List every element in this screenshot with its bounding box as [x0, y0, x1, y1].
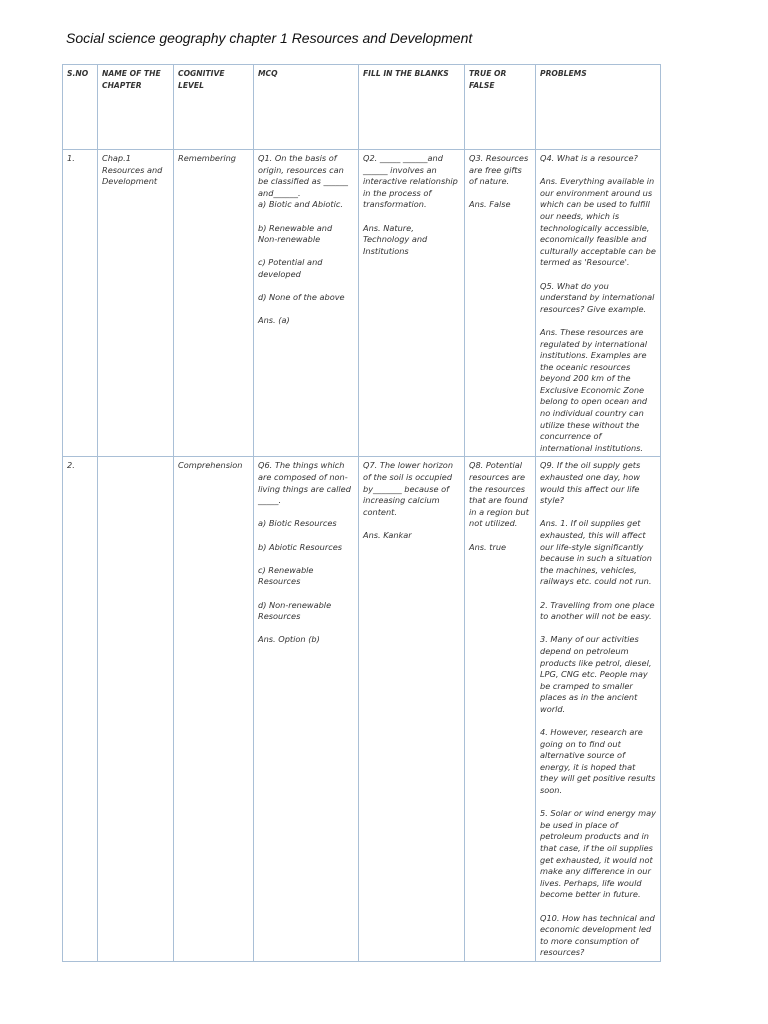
fill-question: Q2. _____ ______and ______ involves an interactive relationship in the process of transformation.	[363, 153, 458, 210]
problem-text: Q9. If the oil supply gets exhausted one day, how would this affect our life style?	[540, 460, 641, 506]
mcq-text: b) Abiotic Resources	[258, 541, 343, 552]
header-sno: S.NO	[63, 65, 98, 150]
mcq-text: Q1. On the basis of origin, resources can be classified as ______ and______. a) Biotic and Abiotic.	[258, 153, 349, 210]
header-chapter: NAME OF THE CHAPTER	[98, 65, 174, 150]
mcq-text: a) Biotic Resources	[258, 518, 337, 529]
cell-fill-blanks	[359, 150, 465, 457]
problem-text: 4. However, research are going on to find out alternative source of energy, it is hoped that they will get positive results soon.	[540, 727, 656, 796]
mcq-text: c) Renewable Resources	[258, 564, 314, 587]
mcq-text: d) None of the above	[258, 292, 345, 303]
fill-answer: Ans. Nature, Technology and Institutions	[363, 222, 428, 256]
header-fill-blanks: FILL IN THE BLANKS	[359, 65, 465, 150]
problem-text: Ans. These resources are regulated by international institutions. Examples are the oceanic resources beyond 200 km of the Exclusive Economic Zone belong to open ocean and no individual country can utilize these without the concurrence of international institutions.	[540, 326, 648, 453]
header-row	[63, 65, 661, 150]
tf-question: Q8. Potential resources are the resources that are found in a region but not utilized.	[469, 460, 529, 529]
cell-mcq	[254, 457, 359, 962]
header-true-false: TRUE OR FALSE	[465, 65, 536, 150]
mcq-text: b) Renewable and Non-renewable	[258, 222, 333, 245]
cell-true-false	[465, 150, 536, 457]
cell-true-false	[465, 457, 536, 962]
mcq-answer: Ans. Option (b)	[258, 634, 320, 645]
problem-text: Q4. What is a resource?	[540, 153, 638, 163]
cell-problems	[536, 150, 661, 457]
problem-text: Q5. What do you understand by international resources? Give example.	[540, 280, 655, 314]
problem-text: 3. Many of our activities depend on petroleum products like petrol, diesel, LPG, CNG etc. People may be cramped to smaller places as in the ancient world.	[540, 634, 652, 714]
cell-sno: 1.	[63, 150, 98, 457]
cell-chapter: Chap.1 Resources and Development	[98, 150, 174, 457]
header-problems: PROBLEMS	[536, 65, 661, 150]
cell-sno: 2.	[63, 457, 98, 962]
mcq-text: Q6. The things which are composed of non-living things are called _____.	[258, 460, 351, 506]
table-row	[63, 457, 661, 962]
document-title: Social science geography chapter 1 Resources and Development	[66, 30, 473, 46]
problem-text: Ans. 1. If oil supplies get exhausted, this will affect our life-style significantly because in such a situation the machines, vehicles, railways etc. could not run.	[540, 518, 652, 587]
tf-answer: Ans. False	[469, 199, 511, 210]
problem-text: 5. Solar or wind energy may be used in place of petroleum products and in that case, if the oil supplies get exhausted, it would not make any difference in our lives. Perhaps, life would become better in future.	[540, 808, 656, 900]
cell-chapter	[98, 457, 174, 962]
problem-text: Ans. Everything available in our environment around us which can be used to fulfill our needs, which is technologically accessible, economically feasible and culturally acceptable can be termed as 'Resource'.	[540, 176, 656, 268]
problem-text: 2. Travelling from one place to another will not be easy.	[540, 599, 655, 622]
tf-question: Q3. Resources are free gifts of nature.	[469, 153, 529, 187]
header-mcq: MCQ	[254, 65, 359, 150]
mcq-answer: Ans. (a)	[258, 315, 290, 326]
mcq-text: c) Potential and developed	[258, 257, 323, 279]
mcq-text: d) Non-renewable Resources	[258, 599, 332, 622]
fill-question: Q7. The lower horizon of the soil is occupied by_______ because of increasing calcium content.	[363, 460, 454, 517]
header-cognitive-level: COGNITIVE LEVEL	[174, 65, 254, 150]
problem-text: Q10. How has technical and economic development led to more consumption of resources?	[540, 912, 655, 958]
cell-cognitive-level: Comprehension	[174, 457, 254, 962]
fill-answer: Ans. Kankar	[363, 530, 412, 540]
question-table	[62, 64, 661, 962]
table-row	[63, 150, 661, 457]
cell-mcq	[254, 150, 359, 457]
cell-fill-blanks	[359, 457, 465, 962]
tf-answer: Ans. true	[469, 541, 507, 552]
cell-cognitive-level: Remembering	[174, 150, 254, 457]
cell-problems	[536, 457, 661, 962]
